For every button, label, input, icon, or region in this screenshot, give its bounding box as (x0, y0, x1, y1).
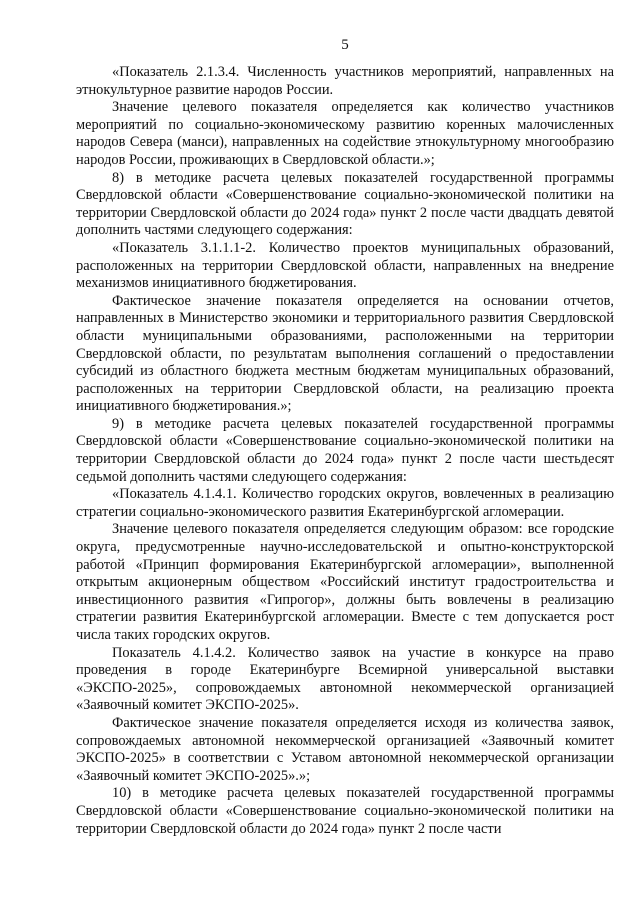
document-page (76, 36, 614, 838)
paragraph-item-10: 10) в методике расчета целевых показателей государственной программы Свердловской области «Совершенствование социально-экономической политики на территории Свердловской области до 2024 года» пункт 2 после части (76, 785, 614, 837)
paragraph-indicator-3-1-1-1-2: «Показатель 3.1.1.1-2. Количество проектов муниципальных образований, расположенных на территории Свердловской области, направленных на внедрение механизмов инициативного бюджетирования. (76, 239, 614, 292)
paragraph-indicator-4-1-4-1-value: Значение целевого показателя определяется следующим образом: все городские округа, предусмотренные научно-исследовательской и опытно-конструкторской работой «Принцип формирования Екатеринбургской агломерации», выполненной открытым акционерным обществом «Российский институт градостроительства и инвестиционного развития «Гипрогор», должны быть вовлечены в реализацию стратегии развития Екатеринбургской агломерации. Вместе с тем допускается рост числа таких городских округов. (76, 521, 614, 643)
paragraph-indicator-4-1-4-2: Показатель 4.1.4.2. Количество заявок на участие в конкурсе на право проведения в городе Екатеринбурге Всемирной универсальной выставки «ЭКСПО-2025», сопровождаемых автономной некоммерческой организацией «Заявочный комитет ЭКСПО-2025». (76, 644, 614, 714)
paragraph-indicator-2-1-3-4-value: Значение целевого показателя определяется как количество участников мероприятий по социально-экономическому развитию коренных малочисленных народов Севера (манси), направленных на содействие этнокультурному многообразию народов России, проживающих в Свердловской области.»; (76, 99, 614, 168)
paragraph-indicator-3-1-1-1-2-value: Фактическое значение показателя определяется на основании отчетов, направленных в Министерство экономики и территориального развития Свердловской области муниципальными образованиями, расположенными на территории Свердловской области, по результатам выполнения соглашений о предоставлении субсидий из областного бюджета местным бюджетам муниципальных образований, расположенных на территории Свердловской области, на реализацию проекта инициативного бюджетирования.»; (76, 292, 614, 415)
paragraph-indicator-4-1-4-1: «Показатель 4.1.4.1. Количество городских округов, вовлеченных в реализацию стратегии социально-экономического развития Екатеринбургской агломерации. (76, 486, 614, 520)
paragraph-item-9: 9) в методике расчета целевых показателей государственной программы Свердловской области «Совершенствование социально-экономической политики на территории Свердловской области до 2024 года» пункт 2 после части шестьдесят седьмой дополнить частями следующего содержания: (76, 415, 614, 485)
page-number: 5 (341, 37, 349, 53)
paragraph-indicator-2-1-3-4: «Показатель 2.1.3.4. Численность участников мероприятий, направленных на этнокультурное развитие народов России. (76, 64, 614, 98)
paragraph-item-8: 8) в методике расчета целевых показателей государственной программы Свердловской области «Совершенствование социально-экономической политики на территории Свердловской области до 2024 года» пункт 2 после части двадцать девятой дополнить частями следующего содержания: (76, 169, 614, 239)
paragraph-indicator-4-1-4-2-value: Фактическое значение показателя определяется исходя из количества заявок, сопровождаемых автономной некоммерческой организацией «Заявочный комитет ЭКСПО-2025» в соответствии с Уставом автономной некоммерческой организации «Заявочный комитет ЭКСПО-2025».»; (76, 714, 614, 784)
